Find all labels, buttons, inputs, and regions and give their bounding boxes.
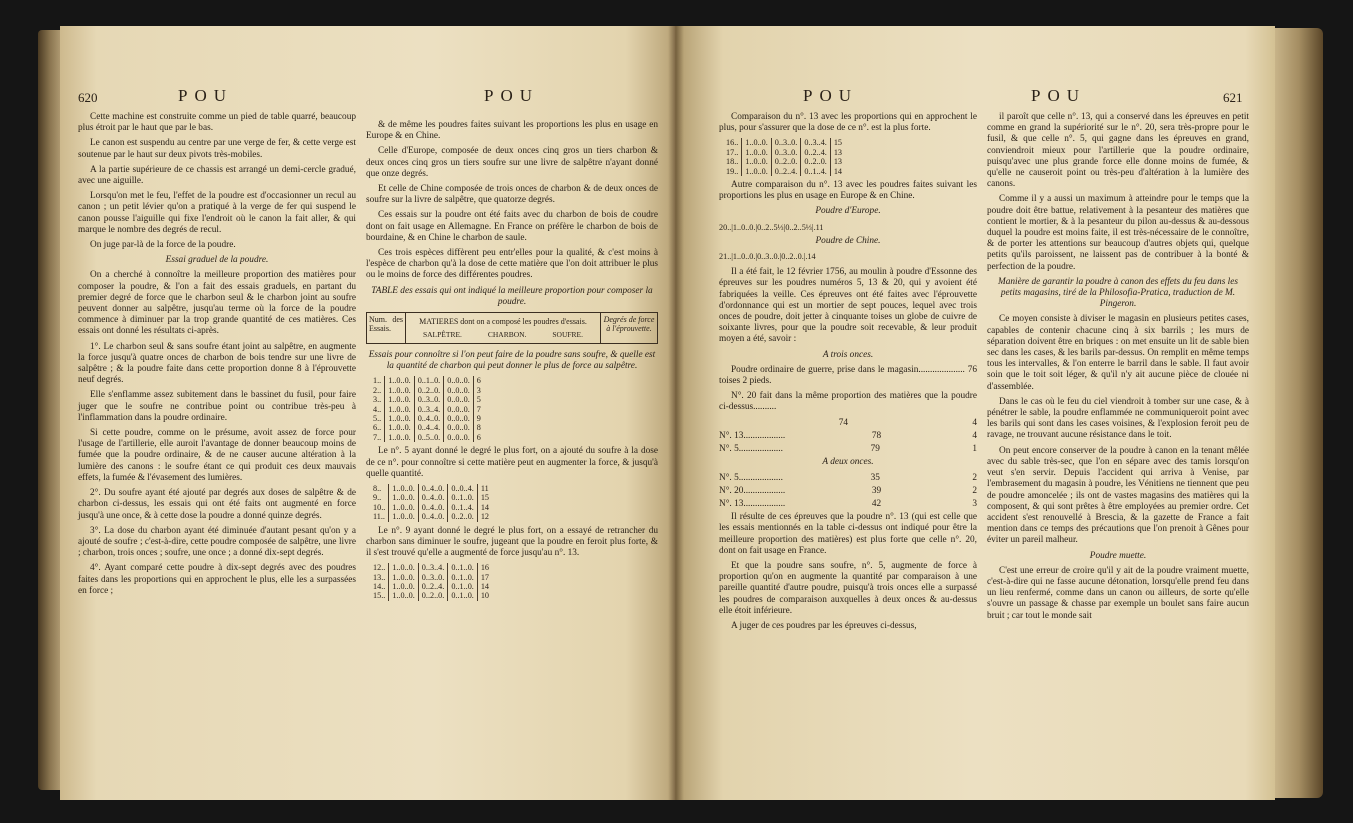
table-row (370, 405, 484, 414)
table-cell: 0..1..0. (448, 493, 478, 502)
table-cell: 0..5..0. (414, 433, 444, 442)
table-cell: 0..4..4. (414, 423, 444, 432)
table-title: TABLE des essais qui ont indiqué la meilleure proportion pour composer la poudre. (371, 285, 653, 307)
column-1 (78, 112, 356, 601)
table-cell: 0..2..0. (414, 386, 444, 395)
table-cell: 0..4..0. (418, 503, 448, 512)
table-cell: 0..4..0. (414, 414, 444, 423)
table-row (370, 433, 484, 442)
paragraph: A la partie supérieure de ce chassis est arrangé un demi-cercle gradué, avec une aiguille. (78, 164, 356, 187)
paragraph: Le n°. 9 ayant donné le degré le plus fort, on a essayé de retrancher du charbon sans diminuer le soufre, jugeant que la poudre en feroit plus forte, & il s'est trouvé qu'elle a augmenté de force jusqu'au n°. 13. (366, 525, 658, 558)
table-cell: 0..1..0. (448, 591, 478, 600)
table-row (723, 138, 845, 147)
table-cell: 17 (477, 573, 492, 582)
table-row (370, 376, 484, 385)
table-cell: 0..2..4. (771, 167, 801, 176)
page-left (60, 26, 675, 800)
table-row (370, 484, 492, 493)
table-cell: 10.. (373, 502, 386, 512)
table-cell: 5.. (373, 414, 382, 424)
table-row (370, 503, 492, 512)
table-cell: 11.. (373, 512, 385, 522)
table-cell: 1..0..0. (389, 573, 419, 582)
table-cell: 15.. (373, 591, 386, 601)
table-cell: 1..0..0. (742, 148, 772, 157)
europe-row: 20..|1..0..0.|0..2..5⅓|0..2..5⅓|.11 (719, 222, 824, 232)
table-cell: 1..0..0. (742, 157, 772, 166)
table-cell: 0..1..4. (448, 503, 478, 512)
table-cell: 15 (830, 138, 845, 147)
table-cell: 1..0..0. (389, 484, 419, 493)
table-cell: 0..3..0. (418, 573, 448, 582)
table-cell: 1..0..0. (389, 582, 419, 591)
table-cell: 8 (473, 423, 484, 432)
table-cell: 0..3..4. (801, 138, 831, 147)
table-cell: 13 (830, 157, 845, 166)
table-row (370, 563, 492, 572)
table-row (723, 148, 845, 157)
essais-table-2 (370, 484, 492, 522)
table-cell: 0..3..4. (414, 405, 444, 414)
paragraph: Le n°. 5 ayant donné le degré le plus fort, on a ajouté du soufre à la dose de ce n°. pour connoître si cette matière peut en augmenter la force, & jusqu'à quelle quantité. (366, 446, 658, 479)
table-cell: 6 (473, 376, 484, 385)
running-head: POU (484, 86, 540, 105)
table-cell: 0..2..0. (771, 157, 801, 166)
table-cell: 2.. (373, 385, 382, 395)
table-cell: 4.. (373, 404, 382, 414)
paragraph: Manière de garantir la poudre à canon des effets du feu dans les petits magasins, tiré de la Philosofia-Pratica, traduction de M. Pingeron. (998, 276, 1238, 310)
table-cell: 3 (473, 386, 484, 395)
table-cell: 1..0..0. (742, 167, 772, 176)
paragraph: Poudre muette. (1089, 550, 1147, 561)
page-right (675, 26, 1275, 800)
table-cell: 1..0..0. (385, 376, 415, 385)
table-cell: 19.. (726, 166, 739, 176)
table-cell: 0..0..0. (444, 414, 474, 423)
table-cell: 9.. (373, 493, 382, 503)
table-row (370, 512, 492, 521)
table-cell: 0..1..0. (448, 573, 478, 582)
table-row (370, 573, 492, 582)
table-cell: 0..4..0. (418, 484, 448, 493)
table-cell: 14.. (373, 581, 386, 591)
column-2 (366, 120, 658, 605)
table-cell: 7 (473, 405, 484, 414)
table-cell: 14 (477, 582, 492, 591)
table-cell: 14 (830, 167, 845, 176)
table-cell: 0..1..0. (414, 376, 444, 385)
paragraph: Lorsqu'on met le feu, l'effet de la poudre est d'occasionner un recul au canon ; un petit lévier qu'on a pratiqué à la verge de fer qui suspend le canon pousse l'aiguille qui fixe l'endroit où le canon la fait aller, & qui marque le nombre des degrés de recul. (78, 191, 356, 235)
result-line: 74 4 (838, 417, 977, 428)
paragraph: il paroît que celle n°. 13, qui a conservé dans les épreuves en petit comme en grand la supériorité sur le n°. 20, sera très-propre pour le fusil, & que celle n°. 5, qui gagne dans les épreuves en grand, conviendroit mieux pour l'artillerie que la poudre ordinaire, puisqu'avec une plus grande force elle donne moins de fumée, & qu'elle ne causeroit point ou très-peu d'altération à la lumière des canons. (987, 112, 1249, 190)
table-row (723, 157, 845, 166)
table-cell: 1..0..0. (389, 503, 419, 512)
result-line: N°. 5................... 79 1 (719, 444, 977, 455)
paragraph: Elle s'enflamme assez subitement dans le bassinet du fusil, pour faire juger que le soufre ne contribue point ou contribue très-peu à l'inflammation dans la poudre ordinaire. (78, 390, 356, 423)
table-cell: 10 (477, 591, 492, 600)
running-head: POU (803, 86, 859, 105)
table-cell: 0..2..4. (418, 582, 448, 591)
table-cell: 6.. (373, 423, 382, 433)
paragraph: Si cette poudre, comme on le présume, avoit assez de force pour l'usage de l'artillerie, elle auroit l'avantage de donner beaucoup moins de fumée que la poudre ordinaire, & de ne causer aucune altération à la lumière des canons : le soufre étant ce qui produit ces deux mauvais effets, la fumée & l'évasement des lumières. (78, 428, 356, 483)
table-cell: 0..0..0. (444, 376, 474, 385)
table-cell: 1..0..0. (385, 414, 415, 423)
table-cell: 13.. (373, 572, 386, 582)
table-cell: 0..4..0. (418, 512, 448, 521)
table-cell: 0..2..0. (448, 512, 478, 521)
table-cell: 9 (473, 414, 484, 423)
chine-row: 21..|1..0..0.|0..3..0.|0..2..0.|.14 (719, 252, 816, 262)
result-line: N°. 13.................. 78 4 (719, 430, 977, 441)
table-row (370, 591, 492, 600)
book-gutter (668, 26, 684, 800)
essais-table-1 (370, 376, 484, 442)
paragraph: Comme il y a aussi un maximum à atteindre pour le temps que la poudre doit être battue, relativement à la pesanteur des matières que contient le mortier, & à la pesanteur du pilon au-dessus & au-dessous duquel la poudre est moins faite, il est très-nécessaire de le connoître, & de porter les attentions sur beaucoup d'autres objets qui, quelque petits qu'ils paroissent, ne laissent pas de contribuer à la bonté & perfection de la poudre. (987, 194, 1249, 272)
table-row (723, 167, 845, 176)
paragraph: Ces essais sur la poudre ont été faits avec du charbon de bois de coudre dont on fait usage en Allemagne. En France on préfère le charbon de bois de bourdaine, & en Chine le charbon de saule. (366, 210, 658, 243)
table-cell: 0..3..0. (414, 395, 444, 404)
essais-title: Essais pour connoître si l'on peut faire de la poudre sans soufre, & quelle est la quantité de charbon qui peut donner le plus de force au salpêtre. (368, 350, 656, 372)
table-cell: 0..0..0. (444, 386, 474, 395)
table-cell: 17.. (726, 147, 739, 157)
essais-table-3 (370, 563, 492, 601)
table-cell: 1..0..0. (389, 563, 419, 572)
paragraph: Et celle de Chine composée de trois onces de charbon & de deux onces de soufre sur la livre de salpêtre, que quatorze degrés. (366, 184, 658, 206)
table-cell: 15 (477, 493, 492, 502)
table-cell: 0..2..0. (801, 157, 831, 166)
table-cell: 7.. (373, 432, 382, 442)
table-cell: 0..0..0. (444, 423, 474, 432)
table-row (370, 414, 484, 423)
table-cell: 0..1..0. (448, 563, 478, 572)
column-2 (987, 112, 1249, 626)
comparison-table (723, 138, 845, 176)
paragraph: 1°. Le charbon seul & sans soufre étant joint au salpêtre, en augmente la force jusqu'à quatre onces de charbon de bois tendre sur une livre de salpêtre ; & la poudre faite dans cette proportion donne 8 à l'éprouvette neuf degrés. (78, 341, 356, 386)
paragraph: On juge par-là de la force de la poudre. (90, 240, 236, 251)
table-cell: 16.. (726, 138, 739, 148)
table-cell: 1..0..0. (389, 591, 419, 600)
table-row (370, 582, 492, 591)
table-cell: 1..0..0. (385, 395, 415, 404)
result-line: N°. 20.................. 39 2 (719, 485, 977, 496)
table-cell: 16 (477, 563, 492, 572)
table-cell: 0..0..0. (444, 433, 474, 442)
table-cell: 18.. (726, 157, 739, 167)
paragraph: 4°. Ayant comparé cette poudre à dix-sept degrés avec des poudres faites dans les proportions qui en approchent le plus, elle les a surpassées en force ; (78, 563, 356, 596)
paragraph: 3°. La dose du charbon ayant été diminuée d'autant pesant qu'on y a ajouté de soufre ; c'est-à-dire, cette poudre composée de salpêtre, une livre ; charbon, trois onces ; soufre, une once ; a donné dix-sept degrés. (78, 525, 356, 559)
paragraph: Cette machine est construite comme un pied de table quarré, beaucoup plus étroit par le haut que par le bas. (78, 112, 356, 134)
table-cell: 0..3..0. (771, 148, 801, 157)
table-cell: 1.. (373, 376, 382, 386)
column-1: Comparaison du n°. 13 avec les proportions qui en approchent le plus, pour s'assurer que la dose de ce n°. est la plus forte. 16.. 1..0..0. 0..3..0. 0..3..4. 15 17.. 1..0..0. 0..3..0. 0..2..4. 13 18.. 1..0..0. 0..2..0. 0..2..0. 13 19.. 1..0..0. 0..2..4. 0..1..4. 14 Autre comparaison du n°. 13 avec les poudres faites suivant les proportions les plus en usage en Europe & en Chine. Poudre d'Europe. 20..|1..0..0.|0..2..5⅓|0..2..5⅓|.11 Poudre de Chine. 21..|1..0..0.|0..3..0.|0..2..0.|.14 Il a été fait, le 12 février 1756, au moulin à poudre d'Essonne des épreuves sur les poudres numéros 5, 13 & 20, qui y avoient été fabriquées la veille. Ces épreuves ont été faites avec l'éprouvette d'ordonnance qui est un mortier de sept pouces, lequel avec trois onces de poudre, doit jetter à cinquante toises un globe de cuivre de soixante livres, pour que la poudre soit recevable, & leur produit moyen a été, savoir : A trois onces. Poudre ordinaire de guerre, prise dans le magasin.................... 76 toises 2 pieds. N°. 20 fait dans la même proportion des matières que la poudre ci-dessus.......... 74 4 N°. 13.................. 78 4 N°. 5................... 79 1 A deux onces. N°. 5................... 35 2 N°. 20.................. 39 2 N°. 13.................. 42 3 Il résulte de ces épreuves que la poudre n°. 13 (qui est celle que les essais mentionnés en la table ci-dessus ont indiqué pour être la meilleure proportion des matières) est plus forte que celle n°. 20, dont on fait usage en France. Et que la poudre sans soufre, n°. 5, augmente de force à proportion qu'on en augmente la quantité par comparaison à une pareille quantité d'autre poudre, puisqu'à trois onces elle a surpassé les poudres de comparaison auxquelles à deux onces & au-dessus elle étoit inférieure. A juger de ces poudres par les épreuves ci-dessus, (719, 112, 977, 631)
table-cell: 13 (830, 148, 845, 157)
page-number: 620 (78, 90, 98, 105)
table-cell: 0..0..0. (444, 395, 474, 404)
paragraph: Essai graduel de la poudre. (165, 255, 269, 266)
table-cell: 3.. (373, 395, 382, 405)
table-cell: 1..0..0. (385, 423, 415, 432)
paragraph: & de même les poudres faites suivant les proportions les plus en usage en Europe & en Chine. (366, 120, 658, 142)
paragraph: Ces trois espèces diffèrent peu entr'elles pour la qualité, & c'est moins à l'espèce de charbon qu'à la dose de cette matière que l'on doit attribuer le plus ou le moins de force des différentes poudres. (366, 248, 658, 281)
paragraph: On peut encore conserver de la poudre à canon en la tenant mêlée avec du sable très-sec, que l'on en sépare avec des tamis lorsqu'on veut s'en servir. Depuis l'accident qui arriva à Venise, par l'embrasement du magasin à poudre, les Vénitiens ne tiennent que peu de poudre amoncelée ; ils ont de vastes magasins des matières qui la composent, & qui sont prêtes à être employées au premier ordre. Cet accident s'est renouvellé à Brescia, & la gazette de France a fait mention dans ce temps des précautions que l'on prenoit à Gênes pour éviter un pareil malheur. (987, 445, 1249, 546)
paragraph: Ce moyen consiste à diviser le magasin en plusieurs petites cases, capables de contenir chacune cinq à six barrils ; les murs de séparation doivent être en briques : on met ensuite un lit de sable bien sec dans les cases, & les barils par-dessus. On remplit en même temps tous les intervalles, & l'on enterre le barril dans le sable. Il faut avoir soin que le toit soit léger, & qu'il n'y ait aucune pièce de clouée ni d'assemblée. (987, 314, 1249, 392)
paragraph: 2°. Du soufre ayant été ajouté par degrés aux doses de salpêtre & de charbon ci-dessus, les essais qui ont été faits ont augmenté en force jusqu'à une once, & à cette dose la poudre a donné quinze degrés. (78, 488, 356, 521)
table-cell: 0..4..0. (418, 493, 448, 502)
result-line: N°. 5................... 35 2 (719, 472, 977, 483)
table-row (370, 423, 484, 432)
table-cell: 14 (477, 503, 492, 512)
table-cell: 0..3..0. (771, 138, 801, 147)
table-cell: 0..0..0. (444, 405, 474, 414)
materials-header: Num. des Essais. MATIERES dont on a composé les poudres d'essais. SALPÊTRE. CHARBON. SOUFRE. Degrés de force à l'éprouvette. (366, 312, 658, 344)
table-row (370, 386, 484, 395)
table-cell: 1..0..0. (385, 405, 415, 414)
table-row (370, 493, 492, 502)
table-cell: 1..0..0. (742, 138, 772, 147)
table-cell: 0..1..0. (448, 582, 478, 591)
table-cell: 0..1..4. (801, 167, 831, 176)
page-number: 621 (1223, 90, 1243, 105)
table-row (370, 395, 484, 404)
table-cell: 1..0..0. (389, 493, 419, 502)
table-cell: 1..0..0. (389, 512, 419, 521)
paragraph: Celle d'Europe, composée de deux onces cinq gros un tiers charbon & deux onces cinq gros un tiers soufre sur une livre de salpêtre n'ayant donné que onze degrés. (366, 146, 658, 179)
paragraph: Le canon est suspendu au centre par une verge de fer, & cette verge est soutenue par le haut sur deux pivots très-mobiles. (78, 138, 356, 160)
table-cell: 12 (477, 512, 492, 521)
paragraph: On a cherché à connoître la meilleure proportion des matières pour composer la poudre, & l'on a fait des essais graduels, en partant du premier degré de force que le charbon seul & le charbon joint au soufre peuvent donner au salpêtre, jusqu'au terme où la force de la poudre commence à diminuer par la trop grande quantité de ces matières. Ces essais ont donné les résultats ci-après. (78, 270, 356, 337)
table-cell: 0..3..4. (418, 563, 448, 572)
table-cell: 11 (477, 484, 492, 493)
table-cell: 0..0..4. (448, 484, 478, 493)
results-three-ounces (719, 418, 977, 456)
running-head: POU (178, 86, 234, 105)
table-cell: 5 (473, 395, 484, 404)
table-cell: 0..2..0. (418, 591, 448, 600)
table-cell: 1..0..0. (385, 433, 415, 442)
table-cell: 1..0..0. (385, 386, 415, 395)
paragraph: Dans le cas où le feu du ciel viendroit à tomber sur une case, & à pénétrer le sable, la poudre enflammée ne communiqueroit point avec les barils qui sont dans les cases voisines, & l'explosion feroit peu de ravage, ne trouvant aucune résistance dans le toit. (987, 396, 1249, 441)
results-two-ounces (719, 473, 977, 511)
result-line: N°. 13.................. 42 3 (719, 498, 977, 509)
table-cell: 8.. (373, 483, 382, 493)
table-cell: 12.. (373, 563, 386, 573)
table-cell: 6 (473, 433, 484, 442)
paragraph: C'est une erreur de croire qu'il y ait de la poudre vraiment muette, c'est-à-dire qui ne fasse aucune détonation, lorsqu'elle prend feu dans un lieu renfermé, comme dans un canon ou ailleurs, de sorte qu'elle s'ouvre un passage & chasse par exemple un boulet sans faire aucun bruit ; car tout le monde sait (987, 565, 1249, 621)
running-head: POU (1031, 86, 1087, 105)
table-cell: 0..2..4. (801, 148, 831, 157)
